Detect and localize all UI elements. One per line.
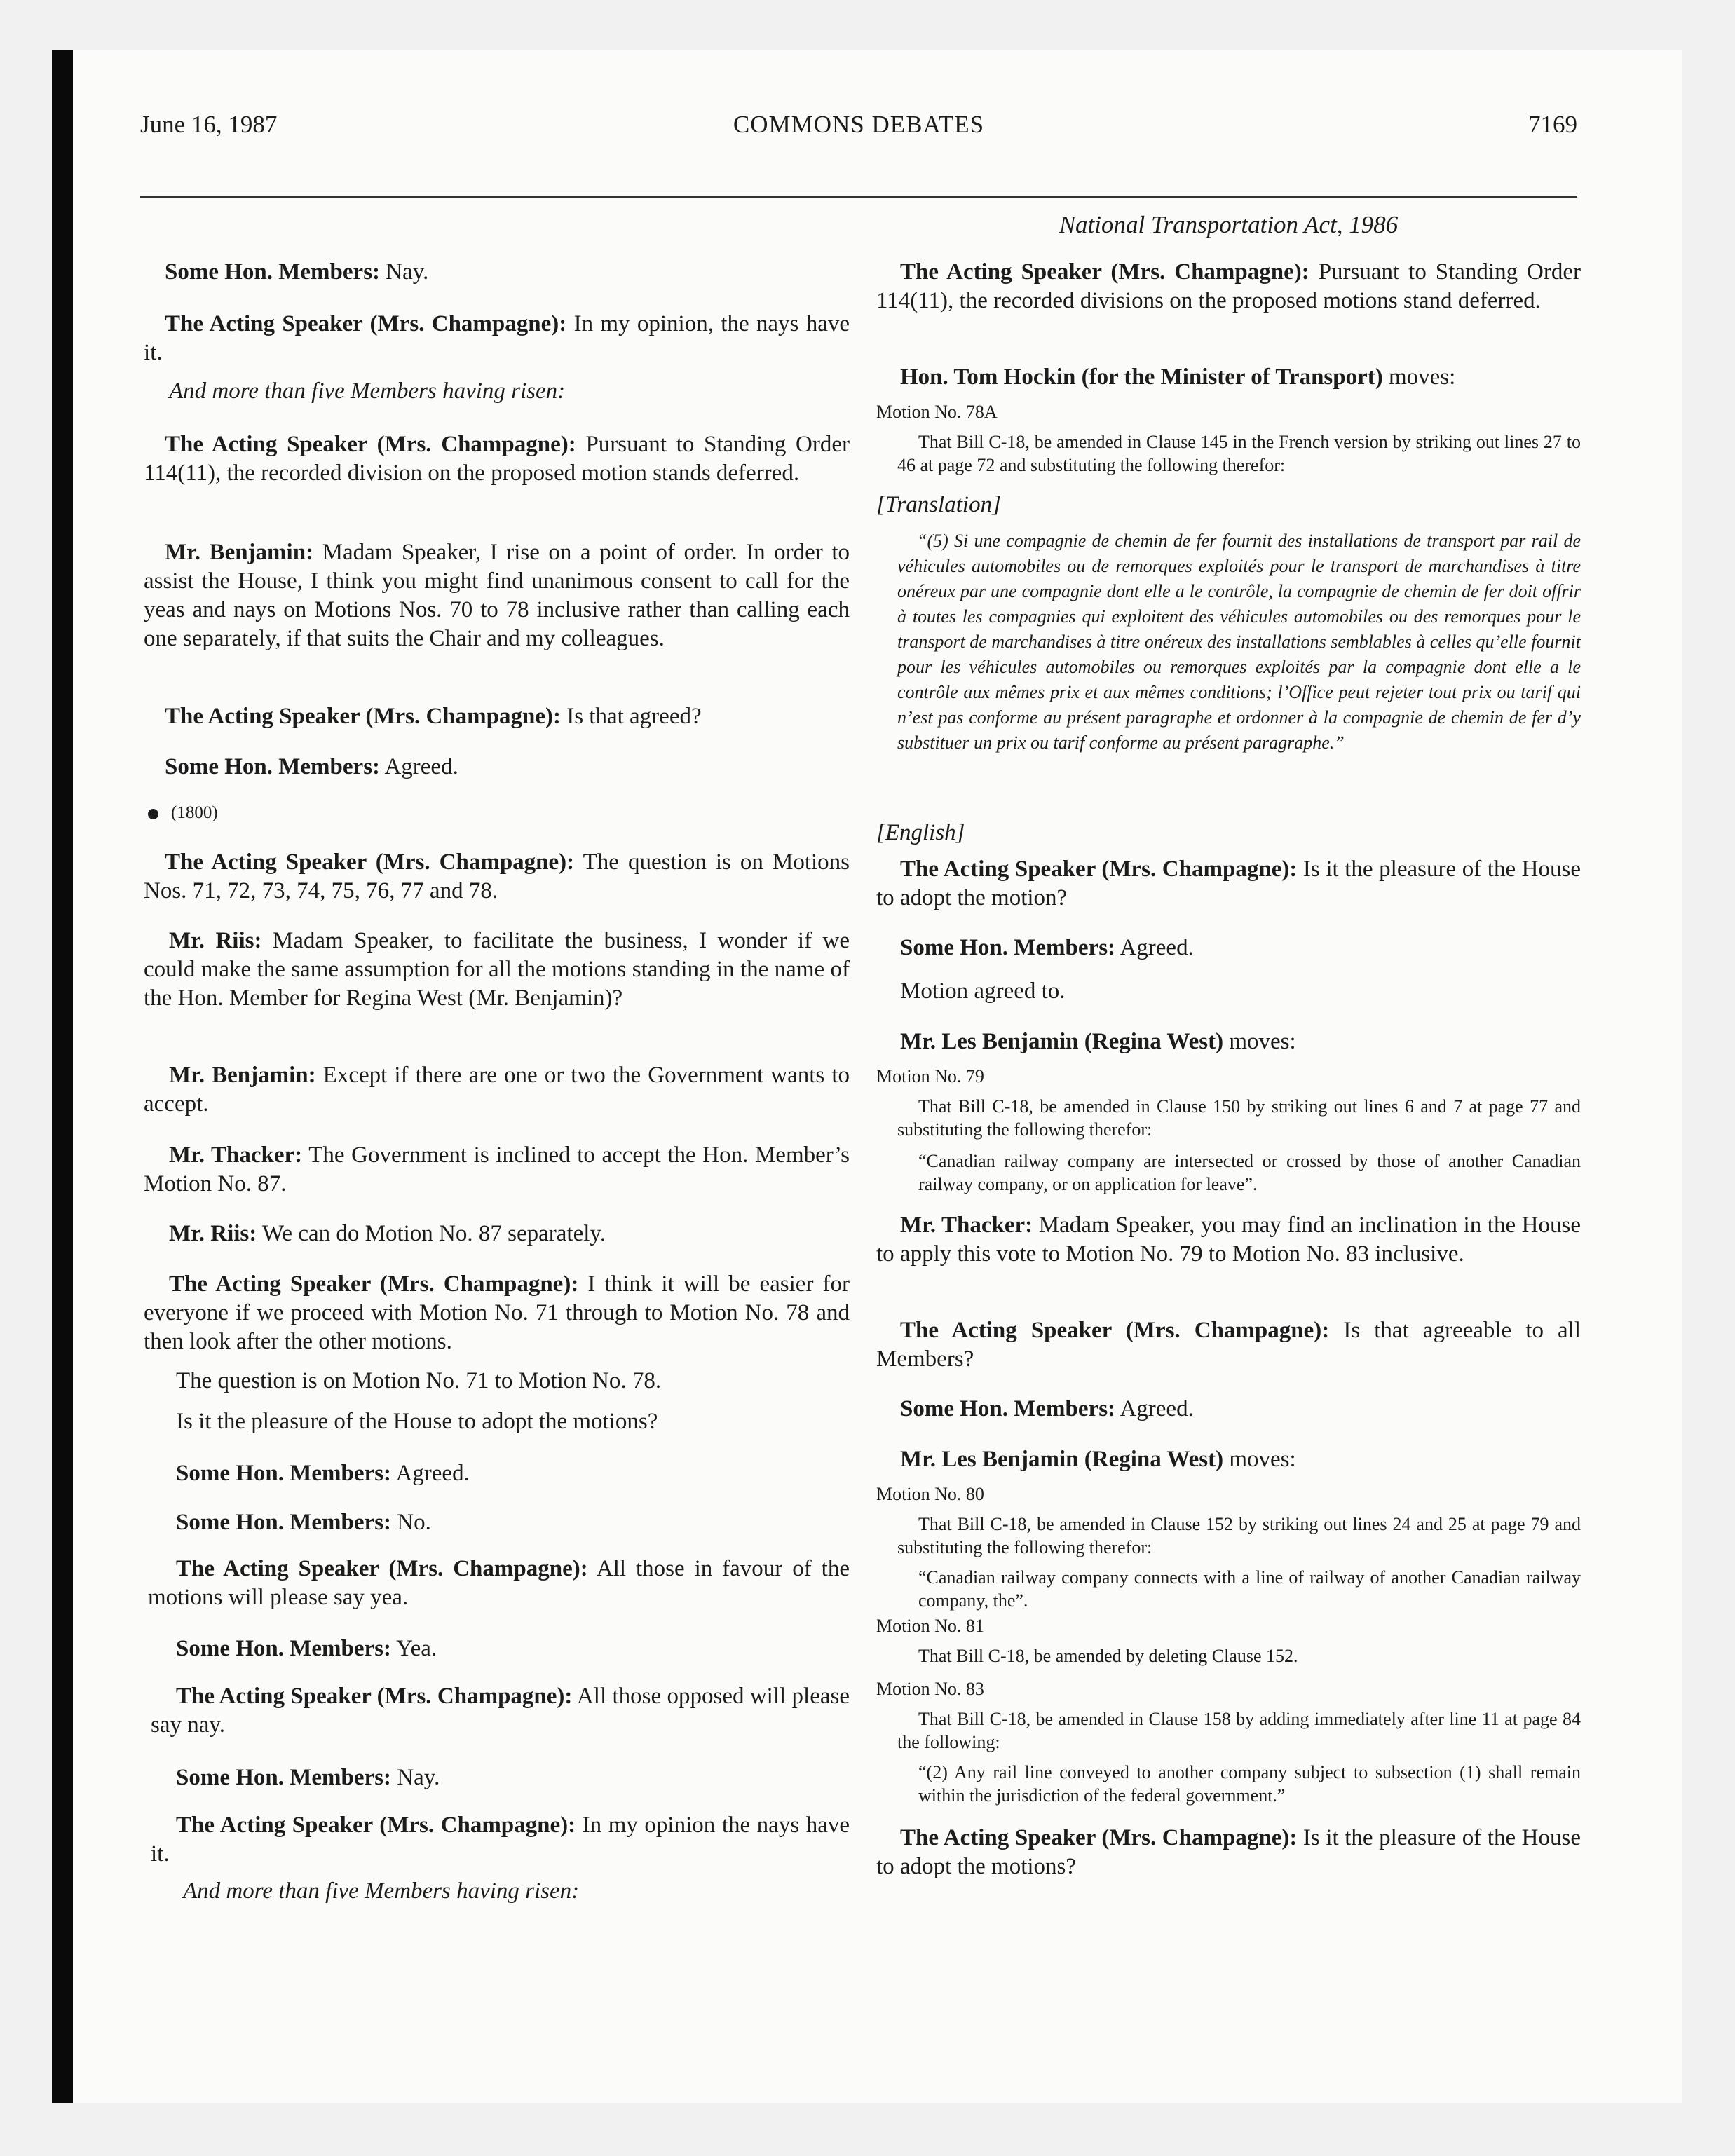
speech-text: Pursuant to Standing Order 114(11), the recorded divisions on the proposed motions stand deferred. xyxy=(876,259,1581,313)
motion-text: That Bill C-18, be amended by deleting Clause 152. xyxy=(918,1646,1298,1666)
speech-block xyxy=(876,1211,1581,1269)
speech-block xyxy=(176,1635,850,1663)
speech-text: Yea. xyxy=(396,1636,437,1661)
scan-edge-bar xyxy=(52,50,73,2103)
speaker-name: The Acting Speaker (Mrs. Champagne): xyxy=(176,1684,573,1709)
speech-text: Is it the pleasure of the House to adopt the motions? xyxy=(176,1409,658,1434)
speech-text: Except if there are one or two the Government wants to accept. xyxy=(144,1063,850,1117)
speaker-name: The Acting Speaker (Mrs. Champagne): xyxy=(900,259,1309,285)
speaker-name: The Acting Speaker (Mrs. Champagne): xyxy=(165,850,575,875)
motion-number: Motion No. 83 xyxy=(876,1679,984,1699)
motion-quote: “(2) Any rail line conveyed to another company subject to subsection (1) shall remain within the jurisdiction of the federal government.” xyxy=(918,1762,1581,1806)
speech-text: In my opinion the nays have it. xyxy=(151,1813,850,1867)
speaker-name: The Acting Speaker (Mrs. Champagne): xyxy=(165,311,567,336)
speech-block xyxy=(900,1445,1581,1474)
speech-text: Is it the pleasure of the House to adopt the motion? xyxy=(876,857,1581,910)
header-publication: COMMONS DEBATES xyxy=(733,111,985,138)
speaker-name: Mr. Riis: xyxy=(169,1221,257,1246)
speech-block xyxy=(900,363,1581,392)
speech-block xyxy=(144,1061,850,1119)
speaker-name: Some Hon. Members: xyxy=(176,1461,392,1486)
speech-block xyxy=(144,430,850,488)
motion-quote: “(5) Si une compagnie de chemin de fer fournit des installations de transport par rail de véhicules automobiles ou de remorques exploités pour le transport de marchandises à titre onéreux par une compagnie dont elle a le contrôle, la compagnie de chemin de fer doit offrir à toutes les compagnies qui exploitent des véhicules automobiles ou des remorques pour le transport de marchandises à titre onéreux des installations semblables à celles qu’elle fournit pour les véhicules automobiles ou remorques exploités par la compagnie dont elle a le contrôle aux mêmes prix et aux mêmes conditions; l’Office peut rejeter tout prix ou tarif qui n’est pas conforme au présent paragraphe et ordonner à la compagnie de chemin de fer d’y substituer un prix ou tarif conforme au présent paragraphe.” xyxy=(897,531,1581,753)
language-note: [English] xyxy=(876,820,965,845)
motion-text: That Bill C-18, be amended in Clause 145 in the French version by striking out lines 27 to 46 at page 72 and substituting the following therefor: xyxy=(897,432,1581,475)
speech-text: Madam Speaker, I rise on a point of order. In order to assist the House, I think you might find unanimous consent to call for the yeas and nays on Motions Nos. 70 to 78 inclusive rather than calling each one separately, if that suits the Chair and my colleagues. xyxy=(144,540,850,651)
speech-block xyxy=(900,934,1581,962)
speech-text: All those in favour of the motions will please say yea. xyxy=(148,1556,850,1610)
speaker-name: Some Hon. Members: xyxy=(165,754,381,779)
speech-text: In my opinion, the nays have it. xyxy=(144,311,850,365)
speaker-name: Mr. Thacker: xyxy=(900,1213,1033,1238)
speaker-name: The Acting Speaker (Mrs. Champagne): xyxy=(900,857,1298,882)
speech-block xyxy=(876,258,1581,315)
speech-block xyxy=(144,927,850,1013)
speech-block xyxy=(876,1824,1581,1881)
speech-text: Motion agreed to. xyxy=(900,978,1066,1004)
speech-text: moves: xyxy=(1229,1029,1296,1054)
speech-block xyxy=(151,1811,850,1869)
speaker-name: The Acting Speaker (Mrs. Champagne): xyxy=(900,1825,1298,1850)
speech-text: Is that agreed? xyxy=(566,704,702,729)
speech-text: Nay. xyxy=(386,259,429,285)
speaker-name: Mr. Les Benjamin (Regina West) xyxy=(900,1029,1224,1054)
speaker-name: Some Hon. Members: xyxy=(176,1510,392,1535)
speaker-name: Some Hon. Members: xyxy=(176,1765,392,1790)
translation-note: [Translation] xyxy=(876,492,1001,517)
bullet-icon xyxy=(148,809,158,819)
section-title: National Transportation Act, 1986 xyxy=(1059,211,1399,238)
speaker-name: Some Hon. Members: xyxy=(165,259,381,285)
speech-text: The Government is inclined to accept the Hon. Member’s Motion No. 87. xyxy=(144,1142,850,1196)
stage-direction: And more than five Members having risen: xyxy=(169,378,566,404)
speaker-name: The Acting Speaker (Mrs. Champagne): xyxy=(165,704,561,729)
speech-text: The question is on Motions Nos. 71, 72, 73, 74, 75, 76, 77 and 78. xyxy=(144,850,850,903)
speaker-name: The Acting Speaker (Mrs. Champagne): xyxy=(176,1813,576,1838)
speech-block xyxy=(876,1316,1581,1374)
speech-text: moves: xyxy=(1389,364,1456,390)
speech-block xyxy=(144,1141,850,1199)
speech-text: moves: xyxy=(1229,1447,1296,1472)
timestamp-marker xyxy=(148,802,850,824)
speech-text: I think it will be easier for everyone if we proceed with Motion No. 71 through to Motion No. 78 and then look after the other motions. xyxy=(144,1271,850,1354)
speech-block xyxy=(169,1220,850,1248)
speech-block xyxy=(165,702,850,731)
speech-text: Agreed. xyxy=(384,754,458,779)
motion-text: That Bill C-18, be amended in Clause 150 by striking out lines 6 and 7 at page 77 and substituting the following therefor: xyxy=(897,1096,1581,1140)
speech-block xyxy=(144,538,850,653)
speaker-name: The Acting Speaker (Mrs. Champagne): xyxy=(169,1271,579,1297)
header-page-number: 7169 xyxy=(1528,111,1577,138)
speech-text: Madam Speaker, you may find an inclination in the House to apply this vote to Motion No. 79 to Motion No. 83 inclusive. xyxy=(876,1213,1581,1267)
motion-quote: “Canadian railway company connects with a line of railway of another Canadian railway company, the”. xyxy=(918,1567,1581,1611)
speaker-name: Mr. Thacker: xyxy=(169,1142,303,1168)
speech-text: Agreed. xyxy=(1120,1396,1194,1421)
speaker-name: The Acting Speaker (Mrs. Champagne): xyxy=(176,1556,588,1581)
speaker-name: The Acting Speaker (Mrs. Champagne): xyxy=(900,1318,1330,1343)
page-header xyxy=(140,111,1577,146)
speaker-name: Some Hon. Members: xyxy=(900,935,1116,960)
speech-block xyxy=(900,1028,1581,1056)
motion-number: Motion No. 81 xyxy=(876,1616,984,1636)
speech-block xyxy=(165,258,850,287)
speech-block xyxy=(148,1555,850,1612)
stage-direction: And more than five Members having risen: xyxy=(183,1878,580,1904)
speech-block xyxy=(176,1763,850,1792)
motion-text: That Bill C-18, be amended in Clause 158 by adding immediately after line 11 at page 84 the following: xyxy=(897,1709,1581,1752)
speech-text: Agreed. xyxy=(395,1461,470,1486)
speaker-name: Mr. Les Benjamin (Regina West) xyxy=(900,1447,1224,1472)
speaker-name: Mr. Riis: xyxy=(169,928,262,953)
speech-text: The question is on Motion No. 71 to Motion No. 78. xyxy=(176,1368,662,1393)
motion-number: Motion No. 80 xyxy=(876,1484,984,1504)
header-date: June 16, 1987 xyxy=(140,111,278,138)
timestamp: (1800) xyxy=(171,803,218,822)
speech-block xyxy=(144,1270,850,1356)
speech-text: All those opposed will please say nay. xyxy=(151,1684,850,1738)
speech-block xyxy=(144,848,850,906)
speech-text: Madam Speaker, to facilitate the business, I wonder if we could make the same assumption for all the motions standing in the name of the Hon. Member for Regina West (Mr. Benjamin)? xyxy=(144,928,850,1011)
speech-text: Agreed. xyxy=(1120,935,1194,960)
motion-text: That Bill C-18, be amended in Clause 152 by striking out lines 24 and 25 at page 79 and substituting the following therefor: xyxy=(897,1514,1581,1557)
speaker-name: Some Hon. Members: xyxy=(176,1636,392,1661)
motion-number: Motion No. 78A xyxy=(876,402,998,422)
motion-number: Motion No. 79 xyxy=(876,1066,984,1086)
header-rule xyxy=(140,196,1577,198)
speech-block xyxy=(176,1459,850,1488)
speaker-name: Mr. Benjamin: xyxy=(165,540,314,565)
speech-block xyxy=(151,1682,850,1740)
speech-text: We can do Motion No. 87 separately. xyxy=(261,1221,606,1246)
speech-text: No. xyxy=(397,1510,431,1535)
speech-block xyxy=(176,1508,850,1537)
speaker-name: Some Hon. Members: xyxy=(900,1396,1116,1421)
speech-block xyxy=(144,310,850,367)
speech-block xyxy=(165,753,850,782)
speaker-name: The Acting Speaker (Mrs. Champagne): xyxy=(165,432,576,457)
speech-block xyxy=(900,1395,1581,1424)
speech-text: Is that agreeable to all Members? xyxy=(876,1318,1581,1372)
speech-text: Nay. xyxy=(397,1765,440,1790)
speaker-name: Hon. Tom Hockin (for the Minister of Transport) xyxy=(900,364,1383,390)
motion-quote: “Canadian railway company are intersected or crossed by those of another Canadian railway company, or on application for leave”. xyxy=(918,1151,1581,1194)
speaker-name: Mr. Benjamin: xyxy=(169,1063,316,1088)
speech-text: Is it the pleasure of the House to adopt the motions? xyxy=(876,1825,1581,1879)
speech-block xyxy=(876,855,1581,913)
speech-text: Pursuant to Standing Order 114(11), the recorded division on the proposed motion stands deferred. xyxy=(144,432,850,486)
